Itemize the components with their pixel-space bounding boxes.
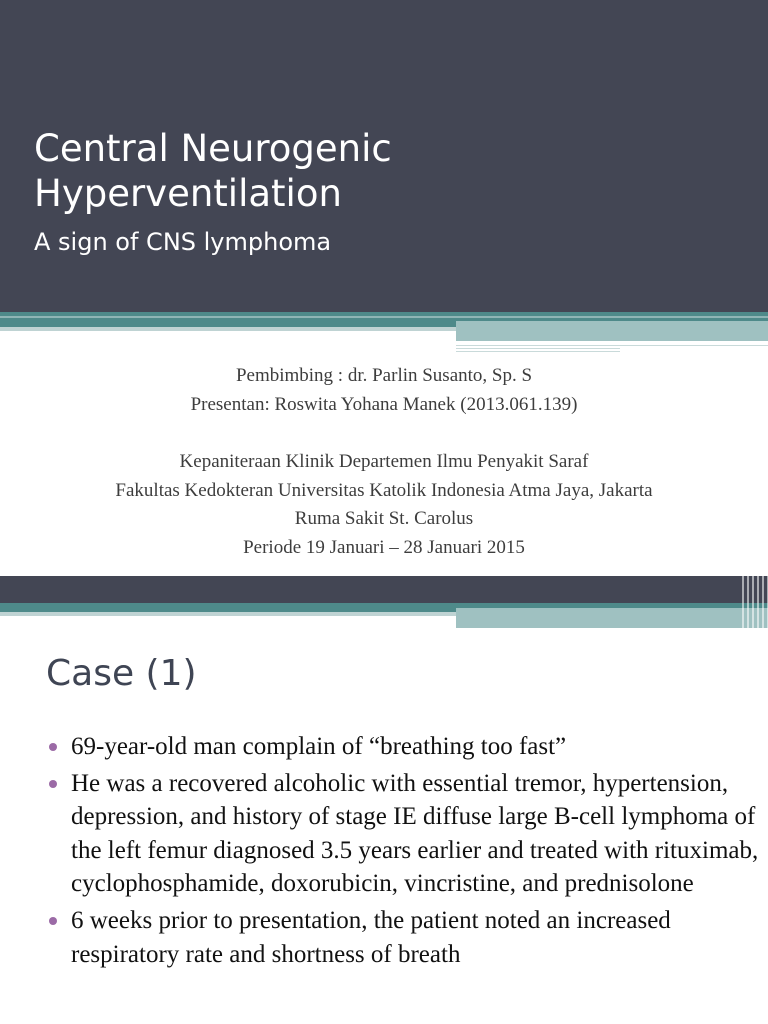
teal-band-block <box>456 321 768 341</box>
institution-info <box>0 448 768 562</box>
bullet-text: 69-year-old man complain of “breathing too fast” <box>71 733 567 760</box>
teal-band-highlight <box>0 316 768 318</box>
list-item <box>46 904 766 971</box>
title-slide-header <box>0 0 768 312</box>
case-bullet-list <box>46 730 766 974</box>
presenter-line: Presentan: Roswita Yohana Manek (2013.061.139) <box>190 393 578 415</box>
bullet-dot-icon <box>49 743 57 751</box>
period-line: Periode 19 Januari – 28 Januari 2015 <box>243 536 525 558</box>
dark-band <box>0 576 768 603</box>
list-item <box>46 730 766 764</box>
teal-band-block <box>456 608 768 628</box>
supervisor-line: Pembimbing : dr. Parlin Susanto, Sp. S <box>235 365 533 386</box>
bullet-dot-icon <box>49 917 57 925</box>
case-title: Case (1) <box>46 653 197 694</box>
teal-rule-3 <box>456 351 620 352</box>
list-item <box>46 767 766 901</box>
teal-rule-2 <box>456 348 620 349</box>
bullet-dot-icon <box>49 780 57 788</box>
stripe-decoration <box>742 576 768 628</box>
presenter-info <box>0 362 768 419</box>
teal-rule-1 <box>456 345 768 346</box>
faculty-line: Fakultas Kedokteran Universitas Katolik Indonesia Atma Jaya, Jakarta <box>115 479 653 501</box>
department-line: Kepaniteraan Klinik Departemen Ilmu Penyakit Saraf <box>179 451 589 472</box>
teal-band-fade <box>0 327 456 331</box>
slide-subtitle: A sign of CNS lymphoma <box>34 228 332 256</box>
bullet-text: 6 weeks prior to presentation, the patient noted an increased respiratory rate and shortness of breath <box>71 906 671 968</box>
title-line-2: Hyperventilation <box>34 172 342 215</box>
slide-title <box>34 126 392 216</box>
hospital-line: Ruma Sakit St. Carolus <box>294 508 474 530</box>
bullet-text: He was a recovered alcoholic with essential tremor, hypertension, depression, and history of stage IE diffuse large B-cell lymphoma of the left femur diagnosed 3.5 years earlier and treated with rituximab, cyclophosphamide, doxorubicin, vincristine, and prednisolone <box>71 769 759 898</box>
teal-band-fade <box>0 612 456 616</box>
title-line-1: Central Neurogenic <box>34 127 392 170</box>
